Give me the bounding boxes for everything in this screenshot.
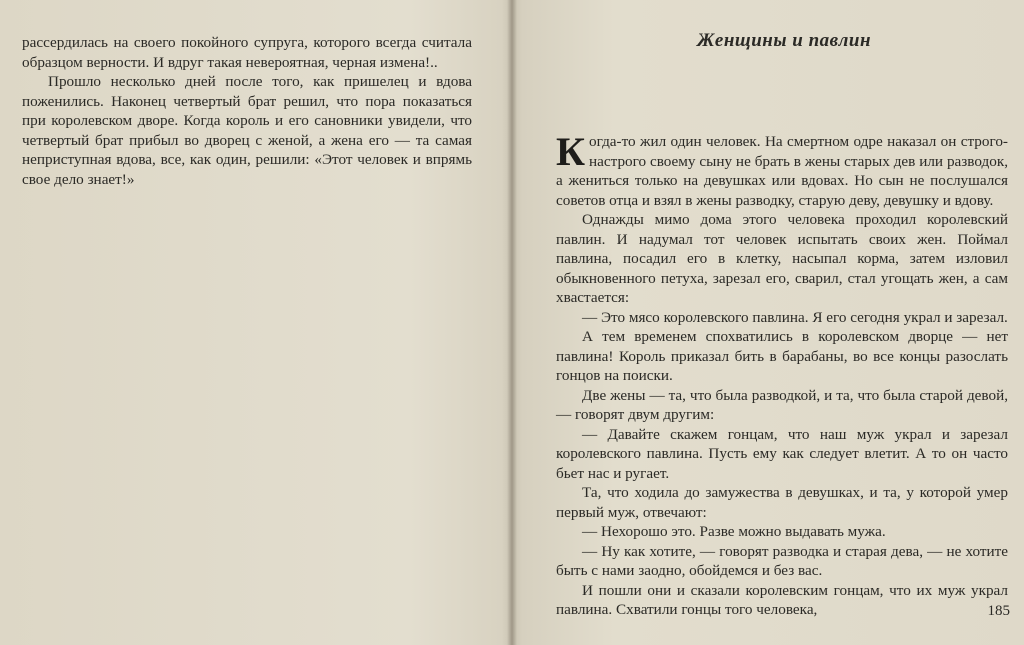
paragraph: — Нехорошо это. Разве можно выдавать мужа.: [582, 523, 886, 540]
page-number: 185: [987, 603, 1010, 619]
right-page: [514, 0, 1024, 645]
story-title: Женщины и павлин: [696, 30, 872, 51]
right-page-text: [556, 129, 1008, 620]
left-page-text: [22, 33, 472, 189]
paragraph: И пошли они и сказали королевским гонцам, что их муж украл павлина. Схватили гонцы того человека,: [556, 581, 1008, 618]
first-paragraph: [556, 129, 1008, 210]
paragraph: — Ну как хотите, — говорят разводка и старая дева, — не хотите быть с нами заодно, обойдемся и без вас.: [556, 542, 1008, 579]
paragraph: — Это мясо королевского павлина. Я его сегодня украл и зарезал.: [582, 308, 1008, 326]
paragraph: А тем временем спохватились в королевском дворце — нет павлина! Король приказал бить в барабаны, во все концы разослать гонцов на поиски.: [556, 328, 1008, 384]
paragraph: рассердилась на своего покойного супруга, которого всегда считала образцом верности. И вдруг такая невероятная, черная измена!..: [22, 34, 472, 71]
paragraph: Однажды мимо дома этого человека проходил королевский павлин. И надумал тот человек испытать своих жен. Поймал павлина, посадил его в клетку, насыпал корма, затем изловил обыкновенного петуха, зарезал его, сварил, стал угощать жен, а сам хвастается:: [556, 211, 1008, 306]
paragraph: Та, что ходила до замужества в девушках, и та, у которой умер первый муж, отвечают:: [556, 484, 1008, 521]
paragraph: Прошло несколько дней после того, как пришелец и вдова поженились. Наконец четвертый брат решил, что пора показаться при королевском дворе. Когда король и его сановники увидели, что четвертый брат прибыл во дворец с женой, а жена его — та самая неприступная вдова, все, как один, решили: «Этот человек и впрямь свое дело знает!»: [22, 73, 472, 188]
left-page: [0, 0, 510, 645]
paragraph: Две жены — та, что была разводкой, и та, что была старой девой, — говорят двум другим:: [556, 386, 1008, 423]
drop-cap: К: [556, 129, 586, 174]
paragraph: — Давайте скажем гонцам, что наш муж украл и зарезал королевского павлина. Пусть ему как следует влетит. А то он часто бьет нас и ругает.: [556, 425, 1008, 482]
first-paragraph-text: огда-то жил один человек. На смертном одре наказал он строго-настрого своему сыну не брать в жены старых дев или разводок, а жениться только на девушках или вдовах. Но сын не послушался советов отца и взял в жены разводку, старую деву, девушку и вдову.: [556, 133, 1008, 209]
